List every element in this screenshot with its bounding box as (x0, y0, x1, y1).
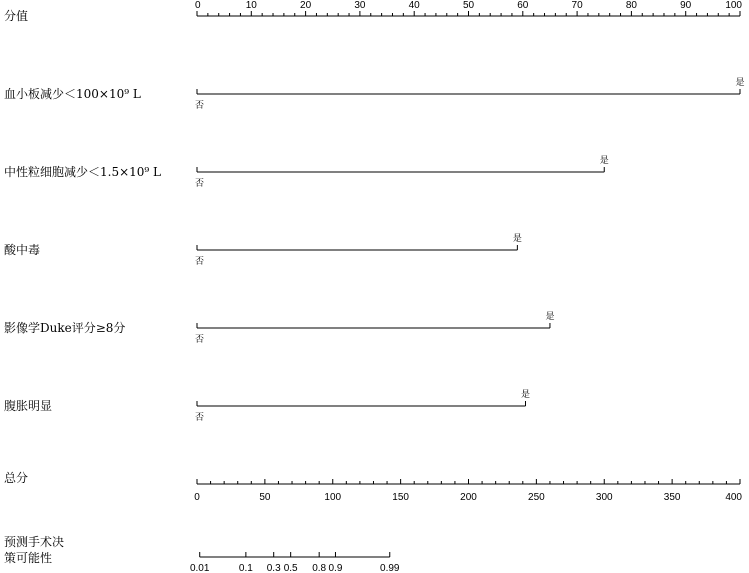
probability-row-label-line2: 策可能性 (4, 551, 53, 565)
total-tick-label: 150 (392, 492, 409, 503)
predictor-low-label: 否 (195, 101, 205, 111)
predictor-high-label: 是 (599, 156, 609, 166)
predictor-low-label: 否 (195, 257, 205, 267)
points-tick-label: 50 (462, 0, 475, 11)
points-tick-label: 30 (354, 0, 366, 11)
total-tick-label: 200 (460, 492, 477, 503)
points-tick-label: 80 (625, 0, 637, 11)
predictor-label: 酸中毒 (4, 243, 41, 257)
predictor-label: 中性粒细胞减少＜1.5×10⁹ L (4, 165, 162, 179)
points-tick-label: 60 (517, 0, 529, 11)
predictor-label: 血小板减少＜100×10⁹ L (4, 87, 141, 101)
predictor-label: 腹胀明显 (4, 399, 53, 413)
predictor-low-label: 否 (195, 335, 205, 345)
probability-tick-label: 0.9 (328, 563, 343, 573)
probability-tick-label: 0.1 (238, 563, 253, 573)
total-tick-label: 100 (324, 492, 342, 503)
probability-tick-label: 0.01 (189, 563, 210, 573)
points-tick-label: 20 (300, 0, 312, 11)
predictor-low-label: 否 (195, 179, 205, 189)
probability-tick-label: 0.8 (312, 563, 327, 573)
total-row-label: 总分 (4, 471, 29, 485)
total-tick-label: 50 (259, 492, 271, 503)
total-tick-label: 400 (725, 492, 742, 503)
predictor-high-label: 是 (512, 234, 522, 244)
points-tick-label: 90 (680, 0, 692, 11)
predictor-high-label: 是 (521, 390, 531, 400)
points-tick-label: 40 (408, 0, 420, 11)
predictor-high-label: 是 (735, 78, 745, 88)
probability-tick-label: 0.99 (380, 563, 400, 573)
predictor-high-label: 是 (545, 312, 555, 322)
points-tick-label: 0 (195, 0, 201, 11)
probability-row-label-line1: 预测手术决 (4, 535, 65, 549)
points-tick-label: 100 (725, 0, 742, 11)
total-tick-label: 300 (595, 492, 613, 503)
points-row-label: 分值 (4, 9, 29, 23)
total-tick-label: 0 (194, 492, 200, 503)
probability-tick-label: 0.5 (283, 563, 298, 573)
total-tick-label: 250 (528, 492, 545, 503)
probability-tick-label: 0.3 (266, 563, 281, 573)
points-tick-label: 10 (245, 0, 257, 11)
predictor-label: 影像学Duke评分≥8分 (4, 321, 126, 335)
points-tick-label: 70 (571, 0, 583, 11)
total-tick-label: 350 (663, 492, 681, 503)
predictor-low-label: 否 (195, 413, 205, 423)
